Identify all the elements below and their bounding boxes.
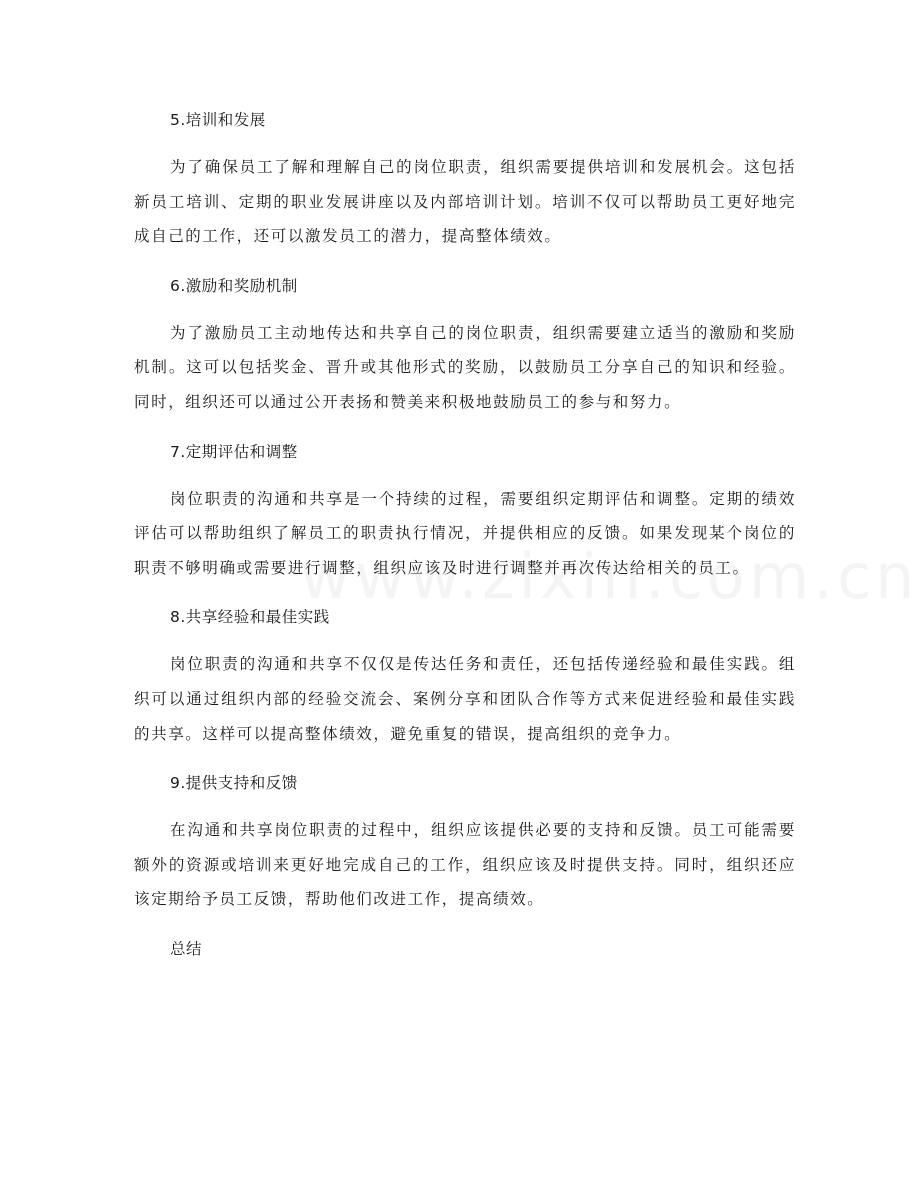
section-heading: 8.共享经验和最佳实践 bbox=[170, 608, 330, 627]
summary-heading: 总结 bbox=[170, 939, 203, 958]
section-heading: 6.激励和奖励机制 bbox=[170, 276, 298, 295]
section-heading: 9.提供支持和反馈 bbox=[170, 774, 298, 793]
section-paragraph: 岗位职责的沟通和共享不仅仅是传达任务和责任，还包括传递经验和最佳实践。组织可以通过组织内部的经验交流会、案例分享和团队合作等方式来促进经验和最佳实践的共享。这样可以提高整体绩效，避免重复的错误，提高组织的竞争力。 bbox=[134, 655, 796, 743]
section-paragraph: 为了激励员工主动地传达和共享自己的岗位职责，组织需要建立适当的激励和奖励机制。这可以包括奖金、晋升或其他形式的奖励，以鼓励员工分享自己的知识和经验。同时，组织还可以通过公开表扬和赞美来积极地鼓励员工的参与和努力。 bbox=[134, 323, 796, 411]
section-paragraph: 在沟通和共享岗位职责的过程中，组织应该提供必要的支持和反馈。员工可能需要额外的资源或培训来更好地完成自己的工作，组织应该及时提供支持。同时，组织还应该定期给予员工反馈，帮助他们改进工作，提高绩效。 bbox=[134, 821, 796, 909]
section-paragraph: 岗位职责的沟通和共享是一个持续的过程，需要组织定期评估和调整。定期的绩效评估可以帮助组织了解员工的职责执行情况，并提供相应的反馈。如果发现某个岗位的职责不够明确或需要进行调整，组织应该及时进行调整并再次传达给相关的员工。 bbox=[134, 489, 796, 577]
section-heading: 5.培训和发展 bbox=[170, 111, 266, 129]
document-body bbox=[134, 104, 796, 979]
section-paragraph: 为了确保员工了解和理解自己的岗位职责，组织需要提供培训和发展机会。这包括新员工培训、定期的职业发展讲座以及内部培训计划。培训不仅可以帮助员工更好地完成自己的工作，还可以激发员工的潜力，提高整体绩效。 bbox=[134, 158, 796, 246]
section-heading: 7.定期评估和调整 bbox=[170, 442, 298, 461]
